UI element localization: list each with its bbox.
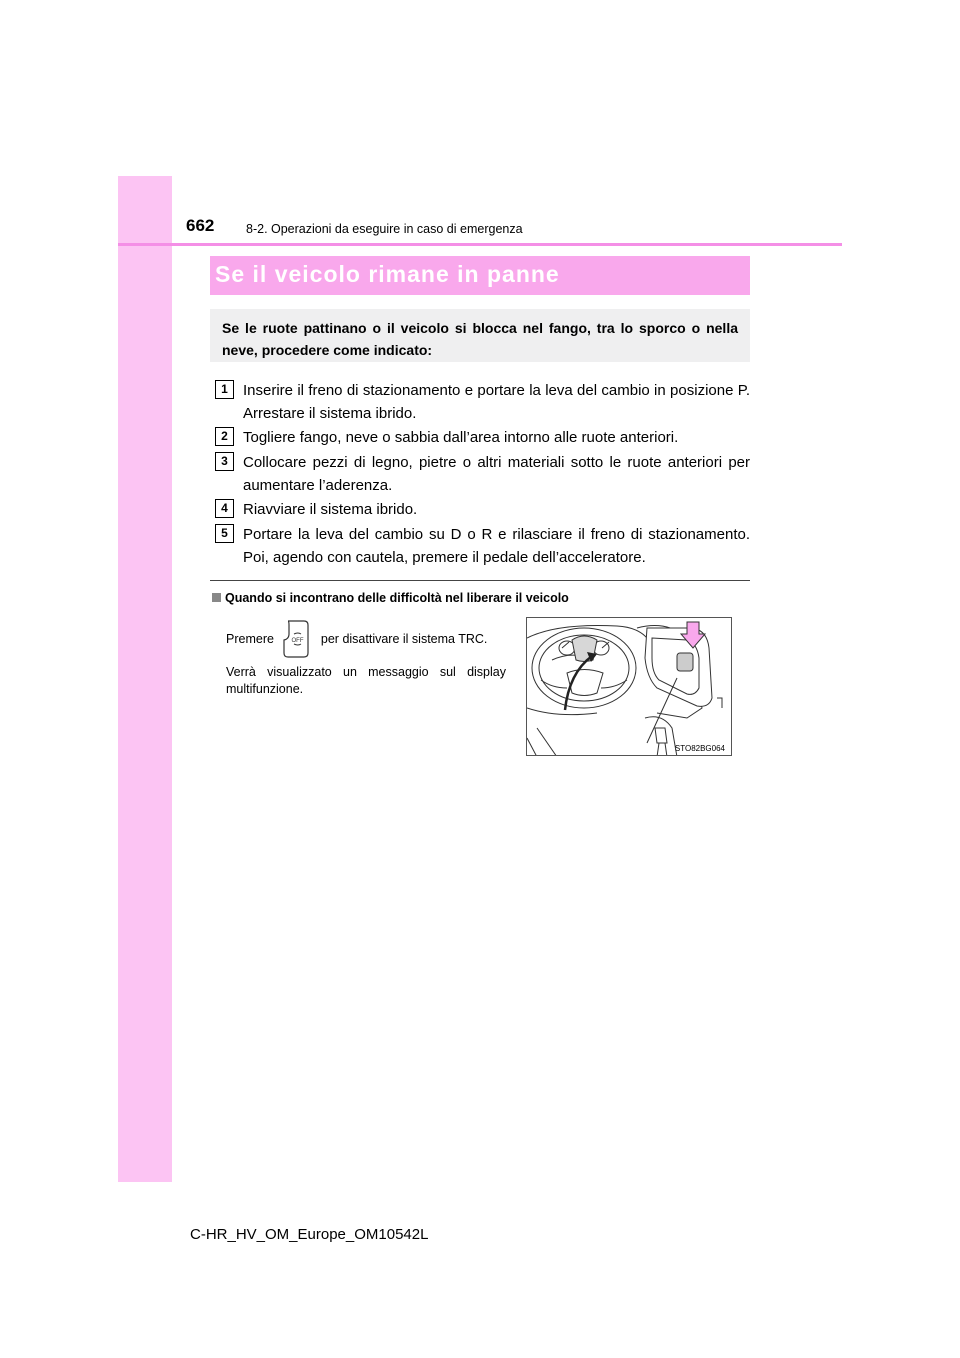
step-text: Collocare pezzi di legno, pietre o altri materiali sotto le ruote anteriori per aumentare l’aderenza.: [243, 454, 750, 494]
section-title: Se il veicolo rimane in panne: [215, 261, 560, 287]
intro-box: Se le ruote pattinano o il veicolo si blocca nel fango, tra lo sporco o nella neve, procedere come indicato:: [210, 309, 750, 362]
step-text: Inserire il freno di stazionamento e portare la leva del cambio in posizione P. Arrestare il sistema ibrido.: [243, 382, 750, 422]
trc-off-button-icon: [283, 620, 309, 658]
step-number: 5: [215, 524, 234, 543]
step-text: Togliere fango, neve o sabbia dall’area intorno alle ruote anteriori.: [243, 429, 679, 446]
dashboard-illustration: [526, 617, 732, 756]
step-4: [215, 498, 750, 521]
steering-wheel-illustration: [527, 618, 732, 756]
step-number: 2: [215, 427, 234, 446]
chapter-sidebar-tab: [118, 176, 172, 1182]
section-title-bar: [210, 256, 750, 295]
press-before-text: Premere: [226, 632, 274, 646]
step-2: [215, 426, 750, 449]
page-number: 662: [186, 216, 215, 235]
chapter-title: 8-2. Operazioni da eseguire in caso di emergenza: [246, 222, 523, 236]
section-divider: [210, 580, 750, 581]
svg-text:OFF: OFF: [291, 638, 304, 644]
step-text: Portare la leva del cambio su D o R e rilasciare il freno di stazionamento. Poi, agendo con cautela, premere il pedale dell’acceleratore.: [243, 526, 750, 566]
press-after-text: per disattivare il sistema TRC.: [320, 632, 488, 646]
step-3: [215, 451, 750, 497]
step-number: 1: [215, 380, 234, 399]
step-5: [215, 523, 750, 569]
step-number: 4: [215, 499, 234, 518]
header-rule: [118, 243, 842, 246]
step-text: Riavviare il sistema ibrido.: [243, 501, 418, 518]
document-code: C-HR_HV_OM_Europe_OM10542L: [190, 1226, 429, 1243]
press-instruction: [226, 631, 506, 648]
message-note: Verrà visualizzato un messaggio sul display multifunzione.: [226, 665, 506, 696]
step-1: [215, 379, 750, 425]
step-number: 3: [215, 452, 234, 471]
square-bullet-icon: [212, 593, 221, 602]
subsection-heading: [212, 591, 569, 605]
figure-code: STO82BG064: [674, 744, 725, 753]
subsection-heading-text: Quando si incontrano delle difficoltà nel liberare il veicolo: [225, 591, 569, 605]
